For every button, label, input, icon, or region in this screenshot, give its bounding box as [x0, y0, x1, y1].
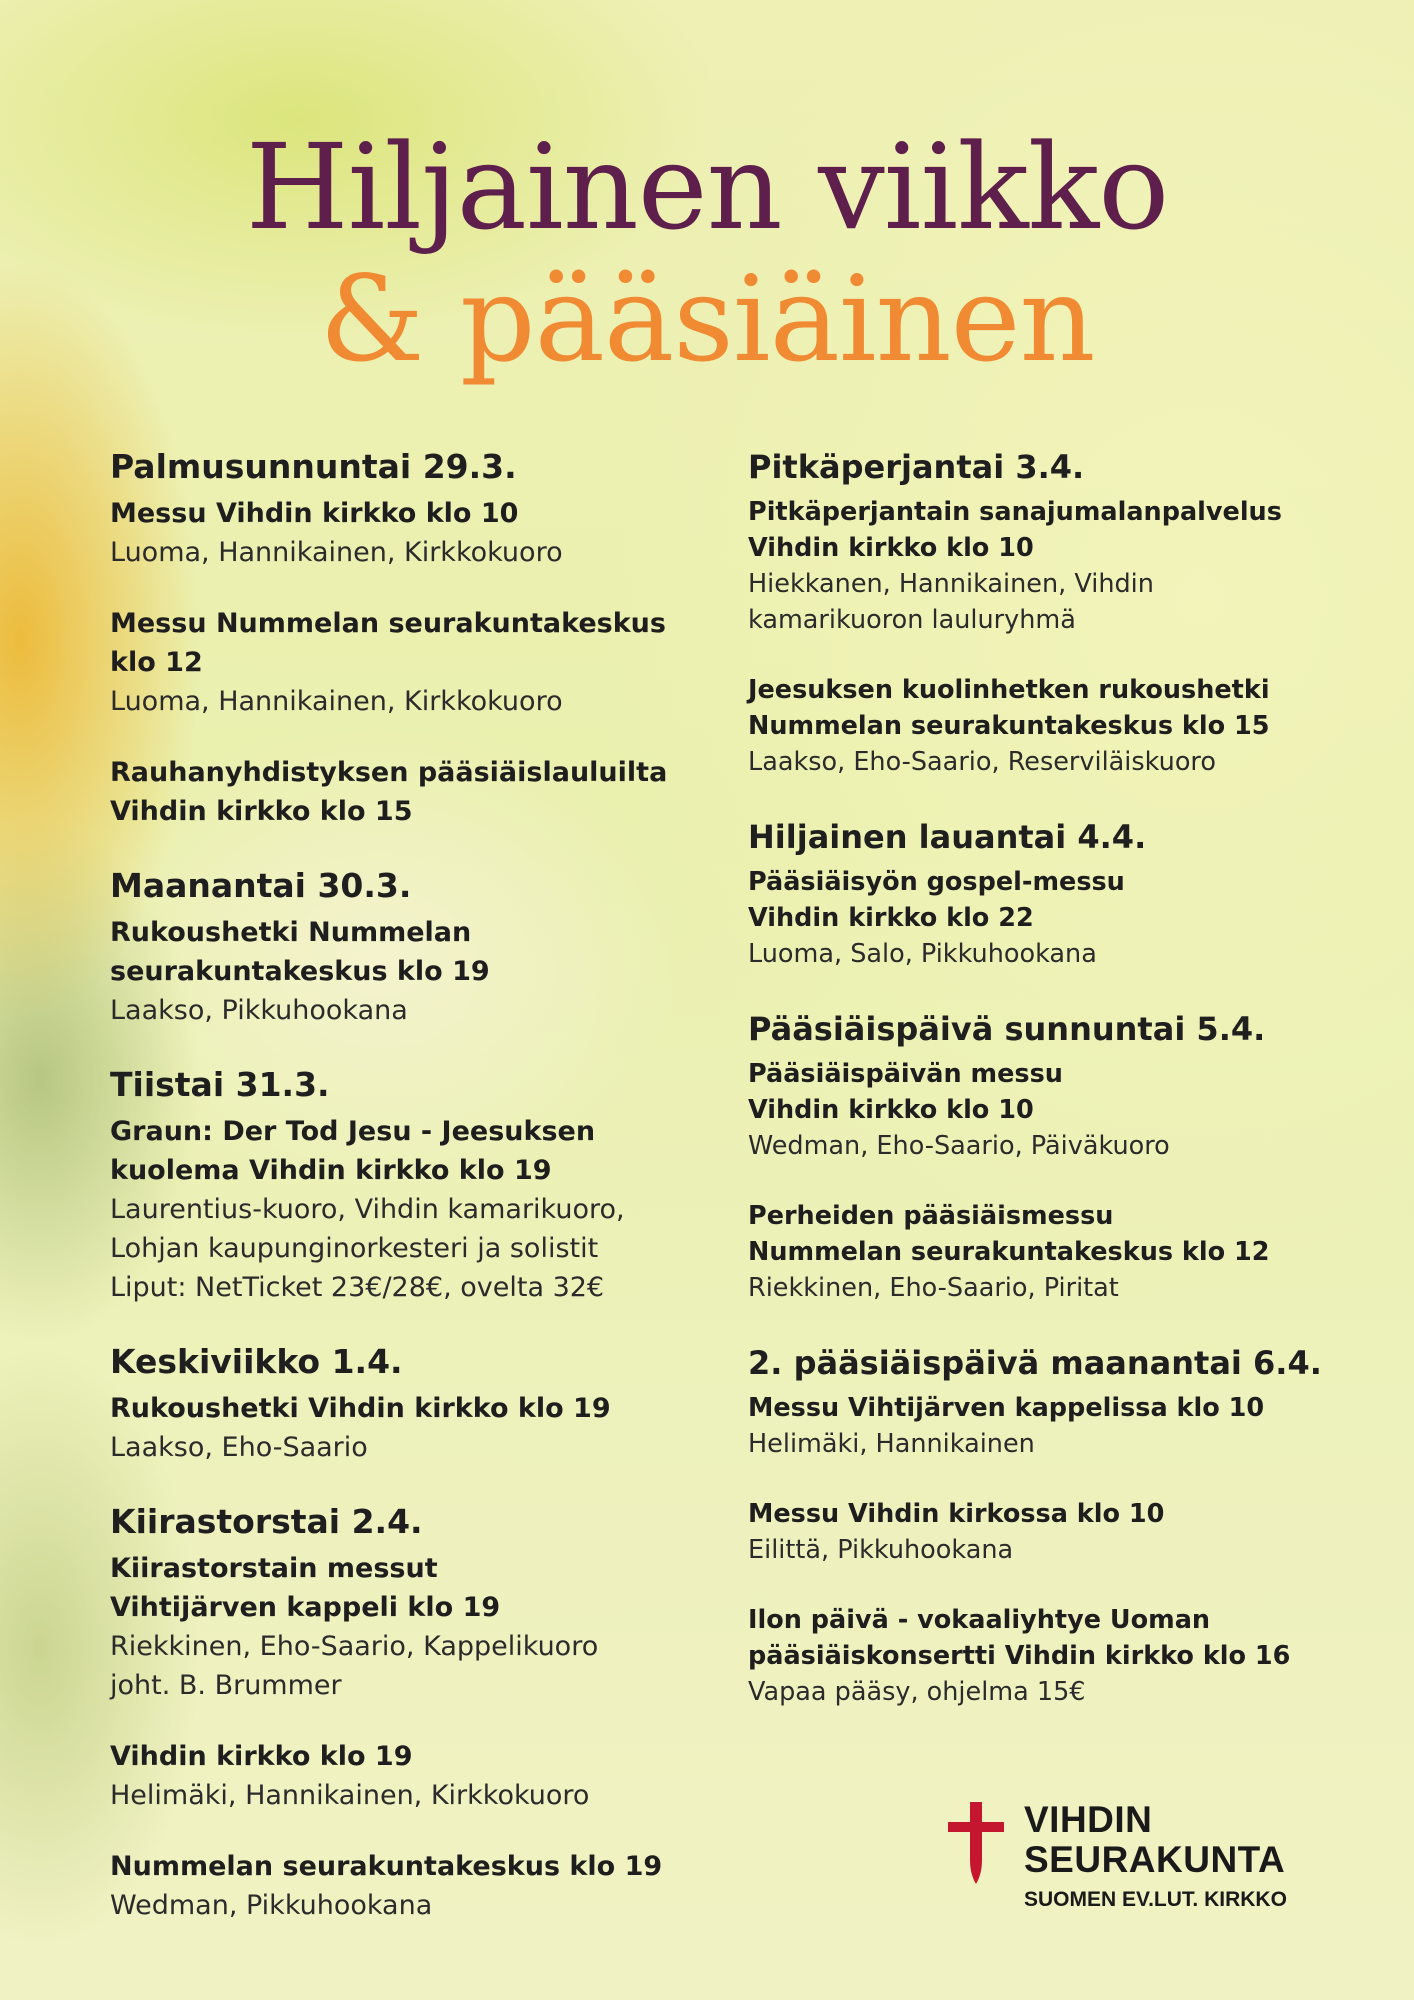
event-title-line: pääsiäiskonsertti Vihdin kirkko klo 16	[748, 1641, 1291, 1671]
event-title-line: Messu Vihdin kirkko klo 10	[110, 498, 519, 529]
event-entry	[748, 1056, 1348, 1164]
event-title-line: Nummelan seurakuntakeskus klo 15	[748, 711, 1270, 741]
event-title-line: klo 12	[110, 647, 203, 678]
day-heading: Maanantai 30.3.	[110, 866, 412, 905]
event-entry	[110, 1549, 710, 1705]
event-entry	[748, 1602, 1348, 1710]
event-title-line: Rauhanyhdistyksen pääsiäislauluilta	[110, 757, 668, 788]
event-entry	[110, 753, 710, 831]
event-title-line: Pääsiäisyön gospel-messu	[748, 867, 1125, 897]
event-title-line: Vihdin kirkko klo 19	[110, 1741, 413, 1772]
event-detail-line: Hiekkanen, Hannikainen, Vihdin	[748, 569, 1154, 599]
event-title-line: Ilon päivä - vokaaliyhtye Uoman	[748, 1605, 1211, 1635]
event-title-line: Vihdin kirkko klo 10	[748, 1095, 1034, 1125]
event-detail-line: Laakso, Eho-Saario	[110, 1432, 368, 1463]
event-detail-line: Helimäki, Hannikainen	[748, 1429, 1035, 1459]
event-detail-line: Laakso, Eho-Saario, Reserviläiskuoro	[748, 747, 1216, 777]
event-detail-line: Luoma, Salo, Pikkuhookana	[748, 939, 1097, 969]
event-entry	[110, 913, 710, 1030]
event-title-line: Vihdin kirkko klo 15	[110, 796, 413, 827]
parish-name-line-2: SEURAKUNTA	[1024, 1839, 1286, 1880]
parish-name	[1024, 1800, 1285, 1880]
event-entry	[748, 1496, 1348, 1568]
event-entry	[748, 672, 1348, 780]
event-title-line: Vihdin kirkko klo 22	[748, 903, 1034, 933]
day-section	[748, 1008, 1348, 1306]
day-heading: Pääsiäispäivä sunnuntai 5.4.	[748, 1010, 1266, 1048]
event-title-line: Vihtijärven kappeli klo 19	[110, 1592, 501, 1623]
event-title-line: Pääsiäispäivän messu	[748, 1059, 1063, 1089]
day-heading: Pitkäperjantai 3.4.	[748, 448, 1085, 486]
church-name: SUOMEN EV.LUT. KIRKKO	[1024, 1888, 1287, 1911]
event-title-line: Messu Nummelan seurakuntakeskus	[110, 608, 666, 639]
schedule-left-column	[110, 446, 710, 1959]
event-detail-line: Wedman, Pikkuhookana	[110, 1890, 433, 1921]
event-title-line: Perheiden pääsiäismessu	[748, 1201, 1114, 1231]
day-section	[110, 446, 710, 831]
event-detail-line: Riekkinen, Eho-Saario, Piritat	[748, 1273, 1119, 1303]
event-entry	[748, 864, 1348, 972]
event-entry	[110, 1847, 710, 1925]
event-title-line: Nummelan seurakuntakeskus klo 19	[110, 1851, 663, 1882]
event-title-line: seurakuntakeskus klo 19	[110, 956, 490, 987]
event-title-line: Jeesuksen kuolinhetken rukoushetki	[748, 675, 1270, 705]
day-heading: Keskiviikko 1.4.	[110, 1342, 403, 1381]
event-title-line: Nummelan seurakuntakeskus klo 12	[748, 1237, 1270, 1267]
event-detail-line: Lohjan kaupunginorkesteri ja solistit	[110, 1233, 599, 1264]
day-section	[748, 1342, 1348, 1710]
event-title-line: Kiirastorstain messut	[110, 1553, 438, 1584]
event-detail-line: Vapaa pääsy, ohjelma 15€	[748, 1677, 1086, 1707]
event-entry	[110, 604, 710, 721]
day-heading: Kiirastorstai 2.4.	[110, 1502, 423, 1541]
event-entry	[110, 1389, 710, 1467]
event-detail-line: Laakso, Pikkuhookana	[110, 995, 408, 1026]
event-detail-line: Luoma, Hannikainen, Kirkkokuoro	[110, 686, 563, 717]
day-section	[110, 865, 710, 1030]
event-title-line: Rukoushetki Vihdin kirkko klo 19	[110, 1393, 611, 1424]
cross-icon	[946, 1802, 1006, 1884]
day-section	[110, 1341, 710, 1467]
event-entry	[748, 1390, 1348, 1462]
title-line-1: Hiljainen viikko	[245, 118, 1169, 256]
event-title-line: Messu Vihtijärven kappelissa klo 10	[748, 1393, 1265, 1423]
event-detail-line: Wedman, Eho-Saario, Päiväkuoro	[748, 1131, 1170, 1161]
title-line-2: & pääsiäinen	[319, 250, 1095, 388]
parish-name-line-1: VIHDIN	[1024, 1799, 1153, 1840]
event-entry	[110, 1737, 710, 1815]
event-detail-line: kamarikuoron lauluryhmä	[748, 605, 1076, 635]
day-section	[110, 1501, 710, 1925]
day-heading: Palmusunnuntai 29.3.	[110, 447, 517, 486]
event-title-line: Graun: Der Tod Jesu - Jeesuksen	[110, 1116, 596, 1147]
event-detail-line: Liput: NetTicket 23€/28€, ovelta 32€	[110, 1272, 605, 1303]
parish-logo	[946, 1800, 1306, 1910]
event-title-line: Vihdin kirkko klo 10	[748, 533, 1034, 563]
event-detail-line: Eilittä, Pikkuhookana	[748, 1535, 1014, 1565]
day-section	[110, 1064, 710, 1307]
event-entry	[748, 1198, 1348, 1306]
day-heading: Hiljainen lauantai 4.4.	[748, 818, 1147, 856]
day-section	[748, 446, 1348, 780]
event-title-line: Messu Vihdin kirkossa klo 10	[748, 1499, 1165, 1529]
schedule-right-column	[748, 446, 1348, 1746]
event-detail-line: Helimäki, Hannikainen, Kirkkokuoro	[110, 1780, 590, 1811]
event-entry	[110, 1112, 710, 1307]
event-title-line: Pitkäperjantain sanajumalanpalvelus	[748, 497, 1282, 527]
event-entry	[748, 494, 1348, 638]
day-section	[748, 816, 1348, 972]
event-title-line: Rukoushetki Nummelan	[110, 917, 472, 948]
event-detail-line: Luoma, Hannikainen, Kirkkokuoro	[110, 537, 563, 568]
event-entry	[110, 494, 710, 572]
event-detail-line: joht. B. Brummer	[110, 1670, 342, 1701]
event-detail-line: Riekkinen, Eho-Saario, Kappelikuoro	[110, 1631, 599, 1662]
event-detail-line: Laurentius-kuoro, Vihdin kamarikuoro,	[110, 1194, 625, 1225]
day-heading: Tiistai 31.3.	[110, 1065, 330, 1104]
day-heading: 2. pääsiäispäivä maanantai 6.4.	[748, 1344, 1322, 1382]
event-title-line: kuolema Vihdin kirkko klo 19	[110, 1155, 552, 1186]
